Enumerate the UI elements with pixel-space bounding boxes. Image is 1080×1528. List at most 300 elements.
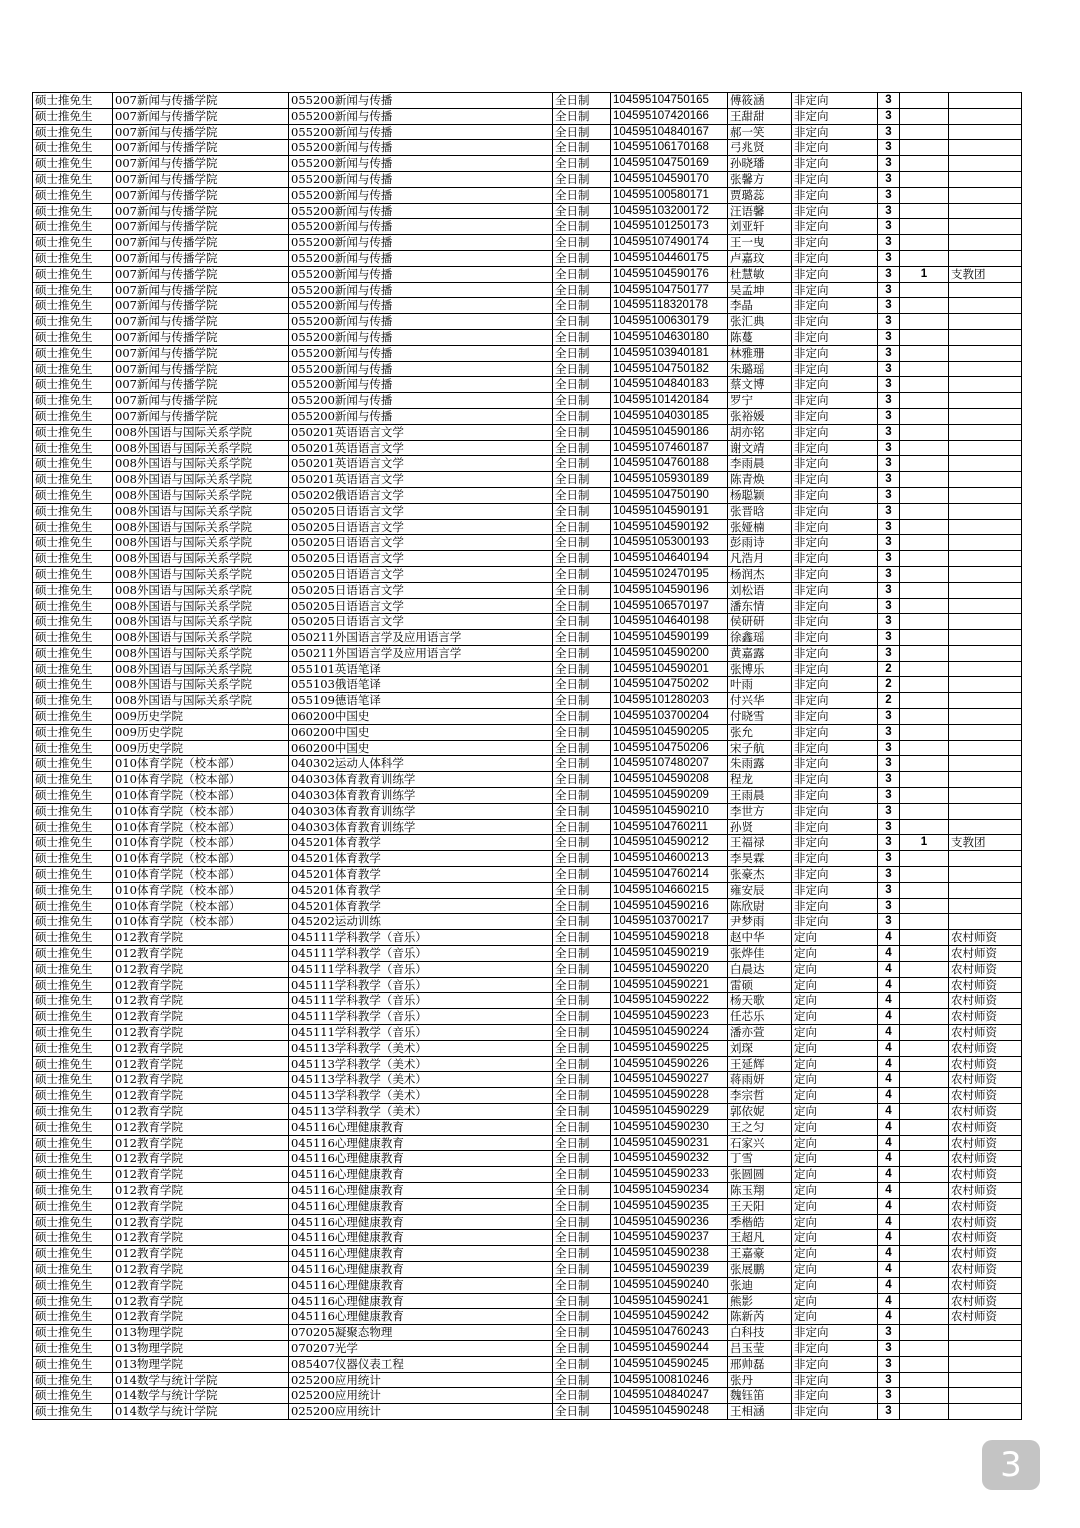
student-name-cell: 王甜甜 <box>728 108 792 124</box>
plan-years-cell: 3 <box>878 882 900 898</box>
college-cell: 010体育学院（校本部） <box>113 772 289 788</box>
student-name-cell: 彭雨诗 <box>728 535 792 551</box>
exam-id-cell: 104595107480207 <box>611 756 728 772</box>
remark-cell: 农村师资 <box>949 1151 1022 1167</box>
exam-id-cell: 104595104590186 <box>611 424 728 440</box>
plan-years-cell: 2 <box>878 677 900 693</box>
orientation-cell: 非定向 <box>792 724 878 740</box>
study-mode-cell: 全日制 <box>553 614 611 630</box>
remark-cell <box>949 1404 1022 1420</box>
major-cell: 055101英语笔译 <box>289 661 553 677</box>
plan-years-cell: 3 <box>878 867 900 883</box>
orientation-cell: 非定向 <box>792 740 878 756</box>
remark-cell <box>949 1388 1022 1404</box>
exam-id-cell: 104595104590221 <box>611 977 728 993</box>
student-name-cell: 赵中华 <box>728 930 792 946</box>
major-cell: 055200新闻与传播 <box>289 361 553 377</box>
major-cell: 055200新闻与传播 <box>289 298 553 314</box>
major-cell: 055200新闻与传播 <box>289 140 553 156</box>
exam-id-cell: 104595104760211 <box>611 819 728 835</box>
student-type-cell: 硕士推免生 <box>33 756 113 772</box>
exam-id-cell: 104595104590210 <box>611 803 728 819</box>
table-row <box>33 551 1022 567</box>
college-cell: 010体育学院（校本部） <box>113 756 289 772</box>
plan-years-cell: 3 <box>878 519 900 535</box>
orientation-cell: 非定向 <box>792 898 878 914</box>
student-type-cell: 硕士推免生 <box>33 788 113 804</box>
flag-count-cell <box>900 472 949 488</box>
remark-cell: 农村师资 <box>949 977 1022 993</box>
major-cell: 045201体育教学 <box>289 867 553 883</box>
table-row <box>33 677 1022 693</box>
student-name-cell: 卢嘉玟 <box>728 250 792 266</box>
table-row <box>33 298 1022 314</box>
plan-years-cell: 3 <box>878 329 900 345</box>
student-type-cell: 硕士推免生 <box>33 1246 113 1262</box>
orientation-cell: 非定向 <box>792 408 878 424</box>
college-cell: 010体育学院（校本部） <box>113 851 289 867</box>
student-name-cell: 杨润杰 <box>728 566 792 582</box>
page-number-badge: 3 <box>982 1440 1040 1490</box>
student-name-cell: 徐鑫瑶 <box>728 630 792 646</box>
remark-cell <box>949 219 1022 235</box>
exam-id-cell: 104595104750190 <box>611 487 728 503</box>
flag-count-cell <box>900 408 949 424</box>
study-mode-cell: 全日制 <box>553 345 611 361</box>
flag-count-cell <box>900 140 949 156</box>
major-cell: 055200新闻与传播 <box>289 314 553 330</box>
college-cell: 008外国语与国际关系学院 <box>113 456 289 472</box>
plan-years-cell: 3 <box>878 1404 900 1420</box>
plan-years-cell: 3 <box>878 645 900 661</box>
table-row <box>33 1340 1022 1356</box>
student-type-cell: 硕士推免生 <box>33 298 113 314</box>
remark-cell <box>949 393 1022 409</box>
exam-id-cell: 104595104590234 <box>611 1182 728 1198</box>
flag-count-cell <box>900 788 949 804</box>
major-cell: 055109德语笔译 <box>289 693 553 709</box>
student-type-cell: 硕士推免生 <box>33 1167 113 1183</box>
orientation-cell: 定向 <box>792 1261 878 1277</box>
major-cell: 050205日语语言文学 <box>289 614 553 630</box>
exam-id-cell: 104595104590170 <box>611 171 728 187</box>
remark-cell <box>949 740 1022 756</box>
college-cell: 012教育学院 <box>113 1151 289 1167</box>
exam-id-cell: 104595104590232 <box>611 1151 728 1167</box>
major-cell: 055200新闻与传播 <box>289 108 553 124</box>
remark-cell: 农村师资 <box>949 1261 1022 1277</box>
flag-count-cell <box>900 503 949 519</box>
student-name-cell: 叶雨 <box>728 677 792 693</box>
student-type-cell: 硕士推免生 <box>33 156 113 172</box>
orientation-cell: 定向 <box>792 1088 878 1104</box>
study-mode-cell: 全日制 <box>553 1088 611 1104</box>
student-name-cell: 魏钰笛 <box>728 1388 792 1404</box>
college-cell: 012教育学院 <box>113 1088 289 1104</box>
exam-id-cell: 104595104590239 <box>611 1261 728 1277</box>
major-cell: 085407仪器仪表工程 <box>289 1356 553 1372</box>
study-mode-cell: 全日制 <box>553 408 611 424</box>
table-row <box>33 124 1022 140</box>
college-cell: 008外国语与国际关系学院 <box>113 424 289 440</box>
college-cell: 010体育学院（校本部） <box>113 819 289 835</box>
table-row <box>33 424 1022 440</box>
orientation-cell: 非定向 <box>792 1388 878 1404</box>
student-name-cell: 孙晓璠 <box>728 156 792 172</box>
study-mode-cell: 全日制 <box>553 772 611 788</box>
major-cell: 050201英语语言文学 <box>289 472 553 488</box>
plan-years-cell: 3 <box>878 108 900 124</box>
exam-id-cell: 104595104640198 <box>611 614 728 630</box>
flag-count-cell <box>900 740 949 756</box>
plan-years-cell: 3 <box>878 93 900 109</box>
student-name-cell: 张汇典 <box>728 314 792 330</box>
major-cell: 045116心理健康教育 <box>289 1293 553 1309</box>
flag-count-cell <box>900 582 949 598</box>
college-cell: 012教育学院 <box>113 1309 289 1325</box>
flag-count-cell <box>900 1135 949 1151</box>
orientation-cell: 非定向 <box>792 140 878 156</box>
remark-cell <box>949 377 1022 393</box>
exam-id-cell: 104595104590199 <box>611 630 728 646</box>
study-mode-cell: 全日制 <box>553 171 611 187</box>
table-row <box>33 1151 1022 1167</box>
table-row <box>33 519 1022 535</box>
flag-count-cell <box>900 693 949 709</box>
plan-years-cell: 3 <box>878 282 900 298</box>
flag-count-cell <box>900 1293 949 1309</box>
exam-id-cell: 104595104590176 <box>611 266 728 282</box>
major-cell: 055200新闻与传播 <box>289 377 553 393</box>
study-mode-cell: 全日制 <box>553 1325 611 1341</box>
study-mode-cell: 全日制 <box>553 1040 611 1056</box>
flag-count-cell <box>900 661 949 677</box>
student-type-cell: 硕士推免生 <box>33 598 113 614</box>
major-cell: 055200新闻与传播 <box>289 219 553 235</box>
plan-years-cell: 4 <box>878 930 900 946</box>
flag-count-cell <box>900 519 949 535</box>
student-name-cell: 张豪杰 <box>728 867 792 883</box>
flag-count-cell <box>900 993 949 1009</box>
admission-roster-table <box>32 92 1022 1420</box>
student-name-cell: 王之匀 <box>728 1119 792 1135</box>
major-cell: 040303体育教育训练学 <box>289 803 553 819</box>
student-name-cell: 杜慧敏 <box>728 266 792 282</box>
student-type-cell: 硕士推免生 <box>33 1356 113 1372</box>
remark-cell: 农村师资 <box>949 1293 1022 1309</box>
student-name-cell: 张裕媛 <box>728 408 792 424</box>
exam-id-cell: 104595104590245 <box>611 1356 728 1372</box>
student-name-cell: 张允 <box>728 724 792 740</box>
student-type-cell: 硕士推免生 <box>33 724 113 740</box>
student-type-cell: 硕士推免生 <box>33 803 113 819</box>
orientation-cell: 非定向 <box>792 582 878 598</box>
exam-id-cell: 104595104590226 <box>611 1056 728 1072</box>
college-cell: 007新闻与传播学院 <box>113 235 289 251</box>
flag-count-cell <box>900 393 949 409</box>
plan-years-cell: 4 <box>878 1230 900 1246</box>
student-type-cell: 硕士推免生 <box>33 1277 113 1293</box>
orientation-cell: 定向 <box>792 1104 878 1120</box>
plan-years-cell: 4 <box>878 1088 900 1104</box>
student-type-cell: 硕士推免生 <box>33 898 113 914</box>
college-cell: 014数学与统计学院 <box>113 1372 289 1388</box>
remark-cell: 农村师资 <box>949 946 1022 962</box>
major-cell: 045201体育教学 <box>289 882 553 898</box>
study-mode-cell: 全日制 <box>553 1025 611 1041</box>
student-type-cell: 硕士推免生 <box>33 203 113 219</box>
study-mode-cell: 全日制 <box>553 108 611 124</box>
table-row <box>33 788 1022 804</box>
student-type-cell: 硕士推免生 <box>33 440 113 456</box>
plan-years-cell: 4 <box>878 1040 900 1056</box>
study-mode-cell: 全日制 <box>553 1104 611 1120</box>
remark-cell <box>949 156 1022 172</box>
table-row <box>33 1088 1022 1104</box>
college-cell: 008外国语与国际关系学院 <box>113 487 289 503</box>
major-cell: 055200新闻与传播 <box>289 282 553 298</box>
flag-count-cell <box>900 424 949 440</box>
major-cell: 060200中国史 <box>289 740 553 756</box>
exam-id-cell: 104595104590241 <box>611 1293 728 1309</box>
flag-count-cell <box>900 677 949 693</box>
plan-years-cell: 3 <box>878 614 900 630</box>
study-mode-cell: 全日制 <box>553 1261 611 1277</box>
student-name-cell: 白晨达 <box>728 961 792 977</box>
student-type-cell: 硕士推免生 <box>33 1214 113 1230</box>
major-cell: 045116心理健康教育 <box>289 1246 553 1262</box>
student-type-cell: 硕士推免生 <box>33 1056 113 1072</box>
flag-count-cell <box>900 1182 949 1198</box>
study-mode-cell: 全日制 <box>553 282 611 298</box>
orientation-cell: 定向 <box>792 1167 878 1183</box>
exam-id-cell: 104595104590244 <box>611 1340 728 1356</box>
college-cell: 007新闻与传播学院 <box>113 187 289 203</box>
plan-years-cell: 3 <box>878 456 900 472</box>
student-type-cell: 硕士推免生 <box>33 1088 113 1104</box>
exam-id-cell: 104595104660215 <box>611 882 728 898</box>
student-type-cell: 硕士推免生 <box>33 914 113 930</box>
table-row <box>33 1214 1022 1230</box>
student-name-cell: 丁雪 <box>728 1151 792 1167</box>
remark-cell <box>949 424 1022 440</box>
student-name-cell: 蔡文博 <box>728 377 792 393</box>
orientation-cell: 非定向 <box>792 756 878 772</box>
table-row <box>33 408 1022 424</box>
orientation-cell: 非定向 <box>792 329 878 345</box>
plan-years-cell: 4 <box>878 993 900 1009</box>
flag-count-cell <box>900 1151 949 1167</box>
exam-id-cell: 104595107460187 <box>611 440 728 456</box>
student-type-cell: 硕士推免生 <box>33 1135 113 1151</box>
student-name-cell: 雷硕 <box>728 977 792 993</box>
major-cell: 045111学科教学（音乐） <box>289 1025 553 1041</box>
college-cell: 012教育学院 <box>113 993 289 1009</box>
student-name-cell: 凡浩月 <box>728 551 792 567</box>
student-type-cell: 硕士推免生 <box>33 740 113 756</box>
student-type-cell: 硕士推免生 <box>33 1104 113 1120</box>
student-name-cell: 朱雨露 <box>728 756 792 772</box>
college-cell: 013物理学院 <box>113 1340 289 1356</box>
college-cell: 012教育学院 <box>113 1293 289 1309</box>
exam-id-cell: 104595104590224 <box>611 1025 728 1041</box>
plan-years-cell: 4 <box>878 1025 900 1041</box>
remark-cell: 农村师资 <box>949 1040 1022 1056</box>
table-row <box>33 219 1022 235</box>
flag-count-cell <box>900 819 949 835</box>
remark-cell <box>949 408 1022 424</box>
table-row <box>33 171 1022 187</box>
plan-years-cell: 3 <box>878 487 900 503</box>
major-cell: 025200应用统计 <box>289 1372 553 1388</box>
major-cell: 070205凝聚态物理 <box>289 1325 553 1341</box>
exam-id-cell: 104595104460175 <box>611 250 728 266</box>
college-cell: 008外国语与国际关系学院 <box>113 630 289 646</box>
plan-years-cell: 3 <box>878 1356 900 1372</box>
table-row <box>33 1135 1022 1151</box>
plan-years-cell: 3 <box>878 140 900 156</box>
exam-id-cell: 104595118320178 <box>611 298 728 314</box>
remark-cell <box>949 598 1022 614</box>
study-mode-cell: 全日制 <box>553 329 611 345</box>
orientation-cell: 定向 <box>792 1040 878 1056</box>
remark-cell <box>949 108 1022 124</box>
orientation-cell: 非定向 <box>792 124 878 140</box>
major-cell: 055200新闻与传播 <box>289 187 553 203</box>
remark-cell: 农村师资 <box>949 1009 1022 1025</box>
remark-cell <box>949 551 1022 567</box>
orientation-cell: 非定向 <box>792 914 878 930</box>
student-name-cell: 宋子航 <box>728 740 792 756</box>
remark-cell: 农村师资 <box>949 1198 1022 1214</box>
college-cell: 012教育学院 <box>113 1167 289 1183</box>
major-cell: 050205日语语言文学 <box>289 551 553 567</box>
college-cell: 007新闻与传播学院 <box>113 377 289 393</box>
exam-id-cell: 104595104030185 <box>611 408 728 424</box>
college-cell: 010体育学院（校本部） <box>113 898 289 914</box>
table-row <box>33 250 1022 266</box>
orientation-cell: 定向 <box>792 1135 878 1151</box>
study-mode-cell: 全日制 <box>553 819 611 835</box>
table-row <box>33 661 1022 677</box>
orientation-cell: 非定向 <box>792 677 878 693</box>
table-row <box>33 472 1022 488</box>
remark-cell <box>949 314 1022 330</box>
major-cell: 045113学科教学（美术） <box>289 1040 553 1056</box>
college-cell: 009历史学院 <box>113 709 289 725</box>
college-cell: 007新闻与传播学院 <box>113 250 289 266</box>
student-type-cell: 硕士推免生 <box>33 1404 113 1420</box>
major-cell: 055200新闻与传播 <box>289 408 553 424</box>
exam-id-cell: 104595104760214 <box>611 867 728 883</box>
orientation-cell: 非定向 <box>792 614 878 630</box>
flag-count-cell <box>900 882 949 898</box>
table-row <box>33 1198 1022 1214</box>
exam-id-cell: 104595104750169 <box>611 156 728 172</box>
orientation-cell: 非定向 <box>792 1340 878 1356</box>
study-mode-cell: 全日制 <box>553 930 611 946</box>
orientation-cell: 非定向 <box>792 709 878 725</box>
table-row <box>33 993 1022 1009</box>
student-type-cell: 硕士推免生 <box>33 709 113 725</box>
flag-count-cell <box>900 1088 949 1104</box>
exam-id-cell: 104595104590219 <box>611 946 728 962</box>
student-name-cell: 贾璐蕊 <box>728 187 792 203</box>
student-type-cell: 硕士推免生 <box>33 235 113 251</box>
exam-id-cell: 104595104760243 <box>611 1325 728 1341</box>
orientation-cell: 非定向 <box>792 456 878 472</box>
student-type-cell: 硕士推免生 <box>33 140 113 156</box>
plan-years-cell: 3 <box>878 361 900 377</box>
study-mode-cell: 全日制 <box>553 898 611 914</box>
flag-count-cell <box>900 487 949 503</box>
orientation-cell: 非定向 <box>792 108 878 124</box>
major-cell: 055200新闻与传播 <box>289 203 553 219</box>
exam-id-cell: 104595104590209 <box>611 788 728 804</box>
orientation-cell: 非定向 <box>792 1325 878 1341</box>
remark-cell: 农村师资 <box>949 930 1022 946</box>
plan-years-cell: 3 <box>878 266 900 282</box>
major-cell: 050205日语语言文学 <box>289 535 553 551</box>
student-type-cell: 硕士推免生 <box>33 345 113 361</box>
plan-years-cell: 3 <box>878 851 900 867</box>
college-cell: 012教育学院 <box>113 1040 289 1056</box>
flag-count-cell <box>900 124 949 140</box>
flag-count-cell <box>900 377 949 393</box>
plan-years-cell: 4 <box>878 977 900 993</box>
table-row <box>33 456 1022 472</box>
student-name-cell: 吴孟坤 <box>728 282 792 298</box>
study-mode-cell: 全日制 <box>553 582 611 598</box>
exam-id-cell: 104595101280203 <box>611 693 728 709</box>
student-type-cell: 硕士推免生 <box>33 1151 113 1167</box>
study-mode-cell: 全日制 <box>553 519 611 535</box>
table-row <box>33 930 1022 946</box>
flag-count-cell: 1 <box>900 266 949 282</box>
study-mode-cell: 全日制 <box>553 1356 611 1372</box>
major-cell: 025200应用统计 <box>289 1404 553 1420</box>
plan-years-cell: 3 <box>878 1388 900 1404</box>
orientation-cell: 定向 <box>792 1025 878 1041</box>
table-row <box>33 630 1022 646</box>
major-cell: 050205日语语言文学 <box>289 598 553 614</box>
remark-cell: 农村师资 <box>949 1167 1022 1183</box>
student-name-cell: 邢帅磊 <box>728 1356 792 1372</box>
exam-id-cell: 104595104840167 <box>611 124 728 140</box>
study-mode-cell: 全日制 <box>553 140 611 156</box>
plan-years-cell: 3 <box>878 472 900 488</box>
student-type-cell: 硕士推免生 <box>33 1072 113 1088</box>
student-type-cell: 硕士推免生 <box>33 266 113 282</box>
college-cell: 010体育学院（校本部） <box>113 882 289 898</box>
plan-years-cell: 3 <box>878 314 900 330</box>
exam-id-cell: 104595101420184 <box>611 393 728 409</box>
table-row <box>33 1372 1022 1388</box>
student-name-cell: 程龙 <box>728 772 792 788</box>
major-cell: 045116心理健康教育 <box>289 1119 553 1135</box>
college-cell: 008外国语与国际关系学院 <box>113 440 289 456</box>
plan-years-cell: 3 <box>878 551 900 567</box>
student-name-cell: 吕玉莹 <box>728 1340 792 1356</box>
major-cell: 040303体育教育训练学 <box>289 772 553 788</box>
table-row <box>33 961 1022 977</box>
flag-count-cell <box>900 235 949 251</box>
orientation-cell: 非定向 <box>792 867 878 883</box>
student-type-cell: 硕士推免生 <box>33 1388 113 1404</box>
orientation-cell: 非定向 <box>792 487 878 503</box>
study-mode-cell: 全日制 <box>553 709 611 725</box>
major-cell: 045201体育教学 <box>289 835 553 851</box>
